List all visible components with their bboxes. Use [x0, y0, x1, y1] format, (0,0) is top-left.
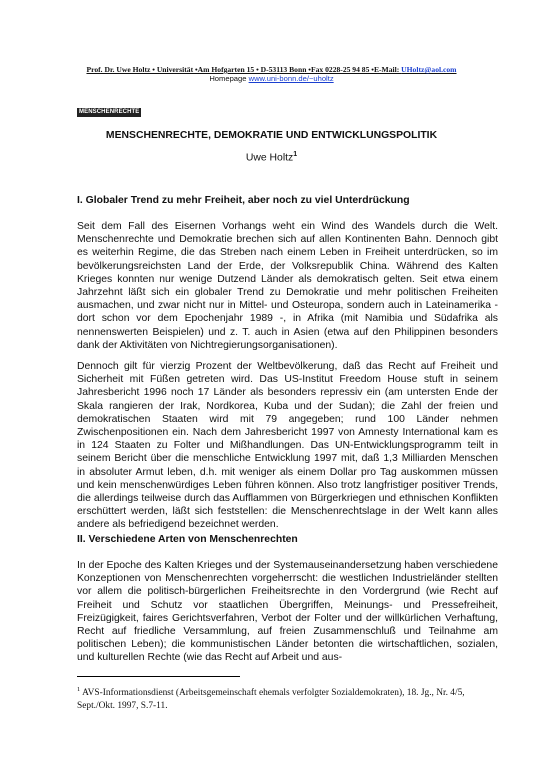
footnote-divider: [77, 676, 240, 677]
paragraph-3: In der Epoche des Kalten Krieges und der Systemauseinandersetzung haben verschiedene Konzeptionen von Menschenrechten vorgeherrscht: die westlichen Industrieländer stellten vor allem die politisch-bürgerlichen Freiheitsrechte in den Vordergrund (wie Recht auf Freiheit und Schutz vor staatlichen Übergriffen, Meinungs- und Pressefreiheit, Freizügigkeit, faires Gerichtsverfahren, Verbot der Folter und der willkürlichen Verhaftung, Recht auf friedliche Versammlung, auf freien Zusammenschluß und Teilnahme am politischen Leben); die kommunistischen Länder betonten die wirtschaftlichen, sozialen, und kulturellen Rechte (wie das Recht auf Arbeit und aus-: [77, 560, 498, 664]
contact-line: [0, 65, 543, 74]
paragraph-2: Dennoch gilt für vierzig Prozent der Weltbevölkerung, daß das Recht auf Freiheit und Sicherheit mit Füßen getreten wird. Das US-Institut Freedom House stuft in seinem Jahresbericht 1996 noch 17 Länder als besonders repressiv ein (am untersten Ende der Skala rangieren der Irak, Nordkorea, Kuba und der Sudan); die Zahl der freien und demokratischen Staaten wird mit 79 angegeben; rund 100 Länder nehmen Zwischenpositionen ein. Nach dem Jahresbericht 1997 von Amnesty International kam es in 124 Staaten zu Folter und Mißhandlungen. Das UN-Entwicklungsprogramm teilt in seinem Bericht über die menschliche Entwicklung 1997 mit, daß 1,3 Milliarden Menschen in absoluter Armut leben, d.h. mit weniger als einem Dollar pro Tag auskommen müssen und kein menschenwürdiges Leben führen können. Also trotz langfristiger positiver Trends, die allerdings teilweise durch das Aufflammen von Bürgerkriegen und ethnischen Konflikten erschüttert werden, läßt sich feststellen: die Menschenrechtslage in der Welt kann alles andere als befriedigend bezeichnet werden.: [77, 361, 498, 531]
homepage-link[interactable]: www.uni-bonn.de/~uholtz: [248, 74, 334, 83]
footnote-reference[interactable]: 1: [293, 151, 298, 158]
category-tag: MENSCHENRECHTE: [79, 109, 140, 115]
section-heading-1: I. Globaler Trend zu mehr Freiheit, aber noch zu viel Unterdrückung: [77, 195, 410, 206]
homepage-label: Homepage: [209, 74, 249, 83]
document-title: MENSCHENRECHTE, DEMOKRATIE UND ENTWICKLUNGSPOLITIK: [105, 130, 438, 141]
author-name: Uwe Holtz: [245, 152, 294, 164]
section-heading-2: II. Verschiedene Arten von Menschenrechten: [77, 534, 298, 545]
author-line: [0, 151, 543, 163]
contact-address: Prof. Dr. Uwe Holtz • Universität •Am Hofgarten 15 • D-53113 Bonn •Fax 0228-25 94 85 •E-Mail:: [86, 65, 402, 74]
footnote: [77, 683, 498, 713]
footnote-text: AVS-Informationsdienst (Arbeitsgemeinschaft ehemals verfolgter Sozialdemokraten), 18. Jg., Nr. 4/5, Sept./Okt. 1997, S.7-11.: [77, 688, 465, 712]
paragraph-1: Seit dem Fall des Eisernen Vorhangs weht ein Wind des Wandels durch die Welt. Menschenrechte und Demokratie brechen sich auf allen Kontinenten Bahn. Dennoch gibt es weiterhin Regime, die das Streben nach einem Leben in Freiheit unterdrücken, so im bevölkerungsreichsten Land der Erde, der Volksrepublik China. Während des Kalten Krieges konnten nur wenige Dutzend Länder als demokratisch gelten. Seit etwa einem Jahrzehnt läßt sich ein globaler Trend zu Demokratie und mehr politischen Freiheiten ausmachen, und zwar nicht nur in Mittel- und Osteuropa, sondern auch in Lateinamerika - dort schon vor dem Epochenjahr 1989 -, in Afrika (mit Namibia und Südafrika als nennenswerten Beispielen) und z. T. auch in Asien (etwa auf den Philippinen besonders dank der Aktivitäten von Nichtregierungsorganisationen).: [77, 221, 498, 351]
homepage-line: [0, 74, 543, 83]
footnote-mark: 1: [77, 686, 81, 693]
email-link[interactable]: UHoltz@aol.com: [401, 65, 457, 74]
letterhead: [0, 65, 543, 83]
